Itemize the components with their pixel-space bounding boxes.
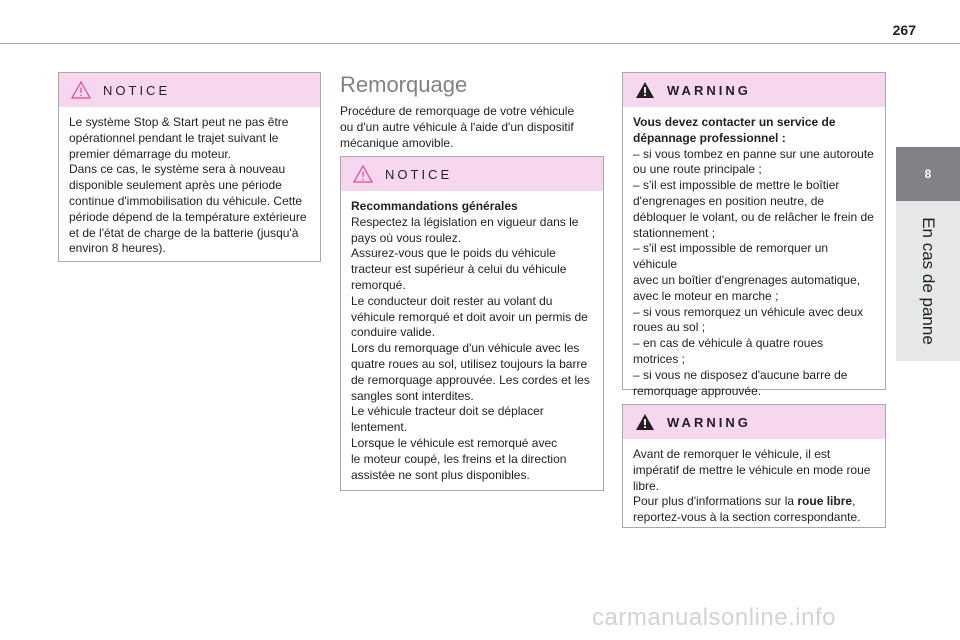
notice-line: continue d'immobilisation du véhicule. Cette [69,193,303,208]
warning-triangle-icon [635,81,655,99]
text-run: , [852,494,856,509]
notice-line: Dans ce cas, le système sera à nouveau [69,162,286,177]
roue-libre-emphasis: roue libre [797,494,853,509]
warning-header [623,73,885,107]
notice-subheading: Recommandations générales [351,199,518,213]
warning-line: – s'il est impossible de mettre le boîtier [633,178,840,193]
notice-line: Le conducteur doit rester au volant du [351,293,553,308]
warning-line [633,494,875,510]
warning-body [623,439,885,534]
notice-box-middle [340,156,604,491]
notice-header [341,157,603,191]
warning-line: libre. [633,478,660,493]
warning-header [623,405,885,439]
warning-line: roues au sol ; [633,320,706,335]
notice-line: premier démarrage du moteur. [69,146,232,161]
notice-line: Respectez la législation en vigueur dans le [351,214,579,229]
warning-line: remorquage approuvée. [633,383,762,398]
notice-line: assistée ne sont plus disponibles. [351,467,530,482]
warning-label: WARNING [667,414,751,430]
warning-line: ou une route principale ; [633,162,762,177]
warning-line: Avant de remorquer le véhicule, il est [633,447,831,461]
watermark: carmanualsonline.info [592,604,836,631]
warning-body [623,107,885,407]
warning-line: motrices ; [633,351,686,366]
section-title: Remorquage [340,72,468,97]
notice-line: environ 8 heures). [69,241,166,256]
text-run: Pour plus d'informations sur la [633,494,798,509]
warning-line: débloquer le volant, ou de relâcher le frein de [633,209,874,224]
notice-body [59,107,320,265]
warning-label: WARNING [667,82,751,98]
warning-line: – si vous remorquez un véhicule avec deux [633,304,864,319]
notice-triangle-icon [353,165,373,183]
warning-triangle-icon [635,413,655,431]
notice-line: et de l'état de charge de la batterie (jusqu'à [69,225,299,240]
notice-line: Le système Stop & Start peut ne pas être [69,115,289,129]
notice-label: NOTICE [385,166,453,182]
warning-line: reportez-vous à la section correspondante. [633,510,861,525]
notice-line: le moteur coupé, les freins et la direction [351,451,567,466]
warning-line: – si vous ne disposez d'aucune barre de [633,367,848,382]
notice-triangle-icon [71,81,91,99]
notice-line: Assurez-vous que le poids du véhicule [351,246,556,261]
chapter-number-tab[interactable]: 8 [896,147,960,201]
warning-box-top [622,72,886,398]
warning-line: – si vous tombez en panne sur une autoroute [633,146,874,161]
notice-line: Lorsque le véhicule est remorqué avec [351,435,558,450]
notice-line: Lors du remorquage d'un véhicule avec les [351,341,580,356]
intro-line: ou d'un autre véhicule à l'aide d'un dispositif [340,119,574,134]
notice-line: véhicule remorqué et doit avoir un permis de [351,309,588,324]
warning-subheading-line: Vous devez contacter un service de [633,115,836,129]
notice-label: NOTICE [103,82,171,98]
notice-line: disponible seulement après une période [69,178,282,193]
notice-line: lentement. [351,420,408,435]
notice-line: quatre roues au sol, utilisez toujours la barre [351,356,588,371]
header-rule [0,43,960,44]
notice-line: période dépend de la température extérieure [69,209,307,224]
page-number: 267 [892,22,916,38]
warning-line: – en cas de véhicule à quatre roues [633,336,824,351]
warning-box-bottom [622,404,886,528]
notice-line: de remorquage approuvée. Les cordes et les [351,372,590,387]
warning-line: stationnement ; [633,225,716,240]
notice-header [59,73,320,107]
notice-line: remorqué. [351,277,406,292]
warning-line: avec le moteur en marche ; [633,288,779,303]
warning-line: d'engrenages en position neutre, de [633,193,825,208]
warning-line: impératif de mettre le véhicule en mode roue [633,462,871,477]
notice-line: pays où vous roulez. [351,230,462,245]
chapter-title: En cas de panne [919,217,938,345]
notice-line: sangles sont interdites. [351,388,474,403]
warning-line: – s'il est impossible de remorquer un véhicule [633,241,829,272]
intro-line: Procédure de remorquage de votre véhicule [340,104,575,118]
notice-line: opérationnel pendant le trajet suivant le [69,130,279,145]
notice-body [341,191,603,491]
notice-line: tracteur est supérieur à celui du véhicule [351,262,567,277]
warning-subheading-line: dépannage professionnel : [633,130,786,145]
notice-line: Le véhicule tracteur doit se déplacer [351,404,544,419]
notice-line: conduire valide. [351,325,436,340]
intro-line: mécanique amovible. [340,135,454,150]
notice-box-left [58,72,321,262]
warning-line: avec un boîtier d'engrenages automatique, [633,272,861,287]
section-intro [340,104,602,151]
